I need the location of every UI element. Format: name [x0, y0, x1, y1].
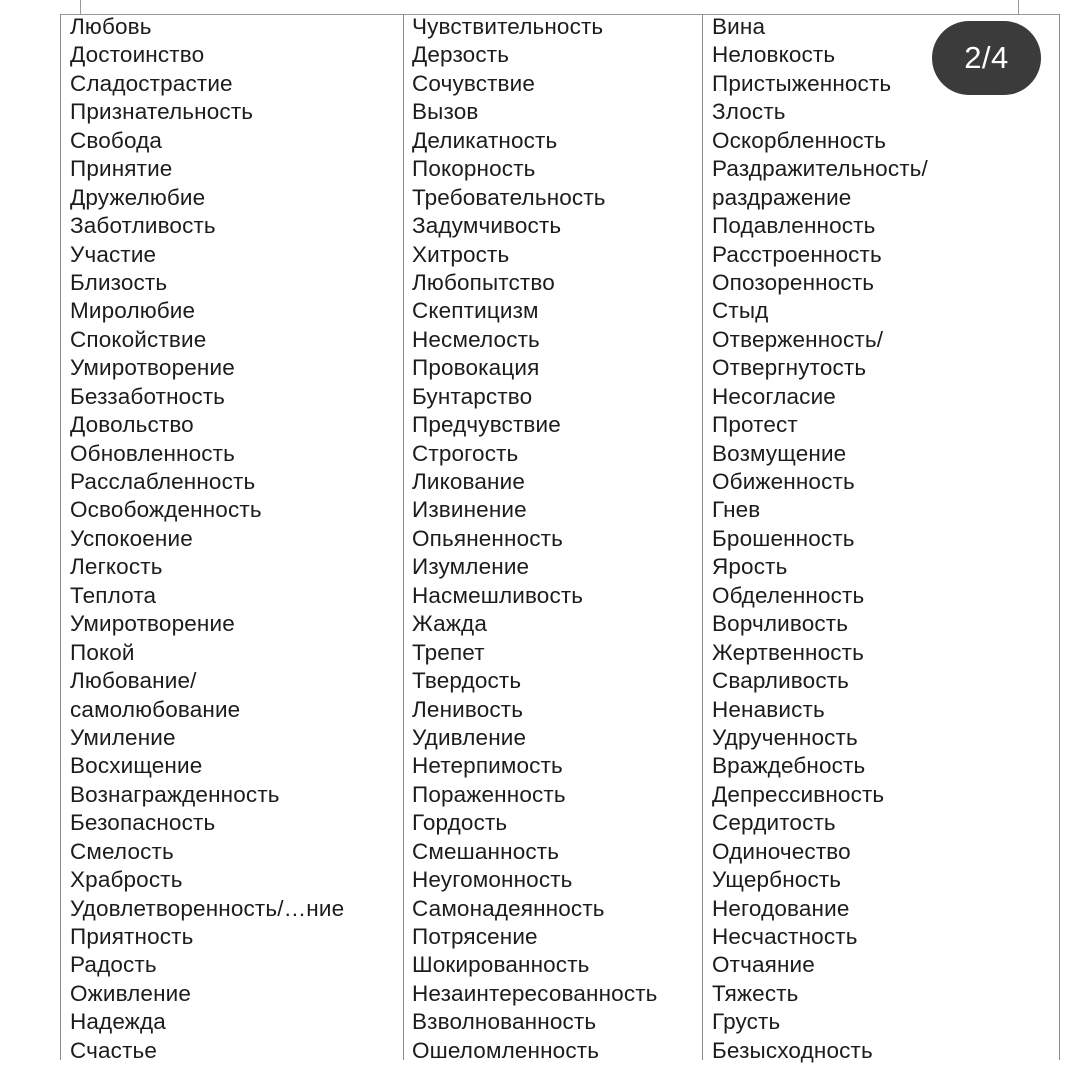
word-item: Несчастность	[712, 924, 858, 949]
word-item: Освобожденность	[70, 497, 262, 523]
word-item: Легкость	[70, 554, 163, 580]
word-item: Дерзость	[412, 42, 510, 68]
word-item: Любование/	[70, 668, 197, 694]
word-item: Хитрость	[412, 241, 510, 267]
word-item: Грусть	[712, 1009, 781, 1035]
word-item: Бунтарство	[412, 383, 533, 409]
word-item: Твердость	[412, 668, 522, 694]
word-item: Подавленность	[712, 213, 876, 239]
word-item: Оскорбленность	[712, 127, 887, 153]
word-item: Радость	[70, 952, 157, 978]
word-item: Безопасность	[70, 810, 216, 836]
word-column-3	[712, 13, 928, 1065]
word-item: Злость	[712, 99, 786, 125]
word-item: Покой	[70, 639, 135, 665]
word-item: Удивление	[412, 724, 527, 750]
word-item: Ущербность	[712, 867, 842, 893]
word-item: Дружелюбие	[70, 184, 206, 210]
word-item: Раздражительность/	[712, 156, 928, 182]
word-item: Любопытство	[412, 269, 555, 295]
word-item: Извинение	[412, 497, 527, 523]
word-item: Взволнованность	[412, 1009, 597, 1035]
word-item: Обделенность	[712, 582, 865, 608]
word-item: Враждебность	[712, 753, 866, 779]
word-item: Удовлетворенность/…ние	[70, 895, 345, 921]
word-column-2	[412, 13, 658, 1065]
column-divider-right	[1059, 14, 1060, 1060]
word-item: Счастье	[70, 1037, 158, 1063]
column-divider-left	[60, 14, 61, 1060]
word-item: Скептицизм	[412, 298, 539, 324]
word-item: Сладострастие	[70, 70, 233, 96]
word-item: Насмешливость	[412, 582, 584, 608]
column-divider-1	[403, 14, 404, 1060]
word-item: Негодование	[712, 895, 850, 921]
word-item: Храбрость	[70, 867, 183, 893]
word-item: Обновленность	[70, 440, 235, 466]
word-item: Обиженность	[712, 469, 855, 494]
word-item: Признательность	[70, 99, 254, 125]
word-column-1	[70, 13, 344, 1065]
word-item: Ошеломленность	[412, 1037, 600, 1063]
word-item: Смешанность	[412, 838, 560, 864]
word-item: Отвергнутость	[712, 355, 867, 381]
word-item: Провокация	[412, 355, 540, 381]
word-item: Приятность	[70, 924, 194, 949]
word-item: Удрученность	[712, 724, 858, 750]
word-item: самолюбование	[70, 696, 241, 722]
word-item: Успокоение	[70, 525, 193, 551]
word-item: Умиротворение	[70, 355, 235, 381]
word-item: Предчувствие	[412, 412, 561, 438]
word-item: Заботливость	[70, 213, 216, 239]
word-item: Жертвенность	[712, 639, 864, 665]
word-item: Умиротворение	[70, 611, 235, 637]
word-item: Вознагражденность	[70, 781, 280, 807]
word-item: Спокойствие	[70, 326, 207, 352]
word-item: Ленивость	[412, 696, 524, 722]
word-item: Участие	[70, 241, 157, 267]
word-item: Чувствительность	[412, 14, 604, 39]
word-item: Восхищение	[70, 753, 203, 779]
word-item: Покорность	[412, 156, 536, 182]
word-item: Одиночество	[712, 838, 851, 864]
word-item: Сочувствие	[412, 70, 536, 96]
word-item: Ворчливость	[712, 611, 849, 637]
word-item: Трепет	[412, 639, 485, 665]
word-item: Жажда	[412, 611, 487, 637]
word-item: Деликатность	[412, 127, 558, 153]
word-item: Возмущение	[712, 440, 847, 466]
word-item: Ликование	[412, 469, 526, 494]
word-item: Безысходность	[712, 1037, 873, 1063]
word-item: Неловкость	[712, 42, 836, 68]
word-item: Стыд	[712, 298, 769, 324]
word-item: Гнев	[712, 497, 761, 523]
word-item: раздражение	[712, 184, 852, 210]
word-item: Сердитость	[712, 810, 836, 836]
word-item: Отчаяние	[712, 952, 815, 978]
word-item: Сварливость	[712, 668, 850, 694]
word-item: Задумчивость	[412, 213, 562, 239]
word-item: Тяжесть	[712, 980, 799, 1006]
word-item: Принятие	[70, 156, 173, 182]
word-item: Расслабленность	[70, 469, 256, 494]
word-item: Расстроенность	[712, 241, 882, 267]
word-item: Довольство	[70, 412, 194, 438]
word-item: Несогласие	[712, 383, 836, 409]
word-item: Свобода	[70, 127, 163, 153]
word-item: Близость	[70, 269, 168, 295]
word-item: Изумление	[412, 554, 530, 580]
margin-tick-right	[1018, 0, 1019, 14]
word-item: Вызов	[412, 99, 479, 125]
word-item: Миролюбие	[70, 298, 196, 324]
word-item: Неугомонность	[412, 867, 573, 893]
word-item: Гордость	[412, 810, 508, 836]
column-divider-2	[702, 14, 703, 1060]
word-item: Вина	[712, 14, 766, 39]
word-item: Теплота	[70, 582, 157, 608]
word-item: Ненависть	[712, 696, 825, 722]
word-item: Незаинтересованность	[412, 980, 658, 1006]
word-item: Надежда	[70, 1009, 166, 1035]
margin-tick-left	[80, 0, 81, 14]
word-item: Смелость	[70, 838, 174, 864]
word-item: Потрясение	[412, 924, 538, 949]
word-item: Несмелость	[412, 326, 540, 352]
word-item: Достоинство	[70, 42, 205, 68]
word-item: Шокированность	[412, 952, 590, 978]
word-item: Оживление	[70, 980, 192, 1006]
word-item: Нетерпимость	[412, 753, 563, 779]
word-item: Пристыженность	[712, 70, 892, 96]
word-item: Опозоренность	[712, 269, 875, 295]
word-item: Отверженность/	[712, 326, 884, 352]
word-item: Ярость	[712, 554, 788, 580]
word-item: Брошенность	[712, 525, 855, 551]
word-item: Самонадеянность	[412, 895, 605, 921]
word-item: Любовь	[70, 14, 152, 39]
word-item: Пораженность	[412, 781, 566, 807]
word-item: Умиление	[70, 724, 176, 750]
word-item: Протест	[712, 412, 798, 438]
word-item: Депрессивность	[712, 781, 885, 807]
word-item: Строгость	[412, 440, 519, 466]
page-indicator-badge: 2/4	[932, 21, 1041, 95]
word-item: Беззаботность	[70, 383, 226, 409]
word-item: Опьяненность	[412, 525, 563, 551]
word-item: Требовательность	[412, 184, 606, 210]
